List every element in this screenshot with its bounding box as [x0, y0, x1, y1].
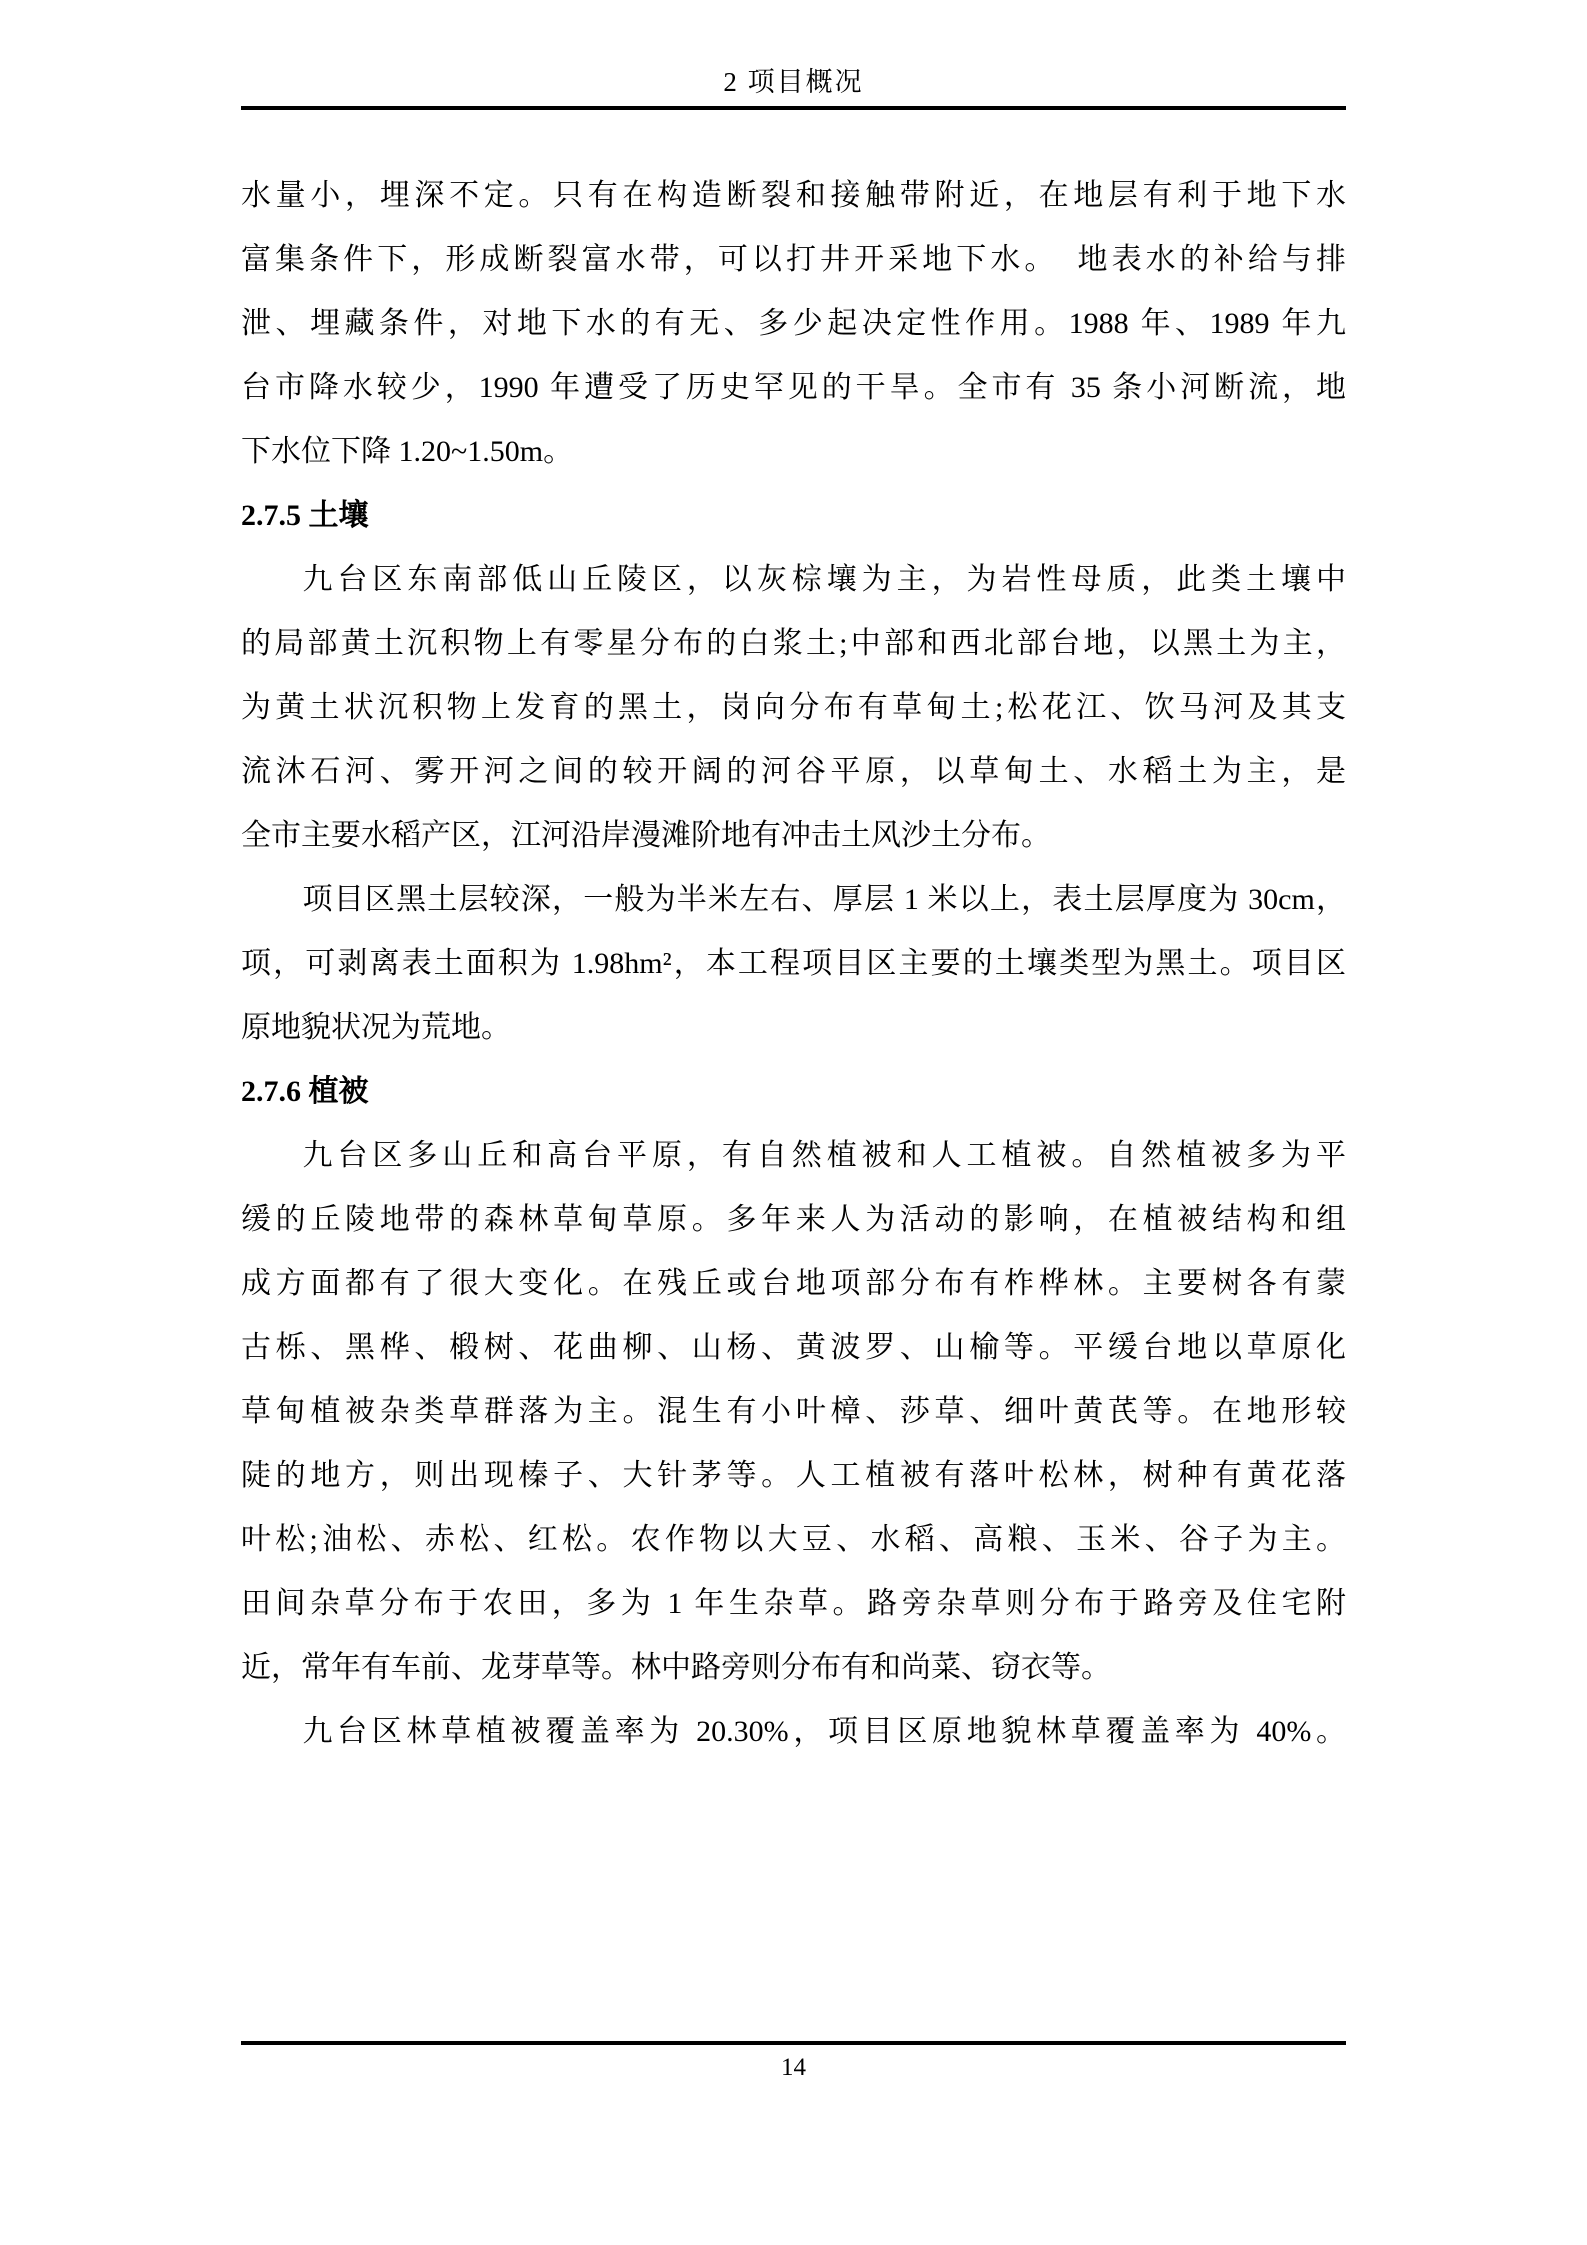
paragraph-project-soil [241, 868, 1346, 1060]
page-number: 14 [781, 2054, 806, 2081]
text-line: 泄、埋藏条件，对地下水的有无、多少起决定性作用。1988 年、1989 年九 [241, 307, 1346, 340]
paragraph-coverage [241, 1700, 1346, 1764]
text-line: 全市主要水稻产区，江河沿岸漫滩阶地有冲击土风沙土分布。 [241, 819, 1051, 852]
text-line: 下水位下降 1.20~1.50m。 [241, 435, 574, 468]
text-line: 近，常年有车前、龙芽草等。林中路旁则分布有和尚菜、窃衣等。 [241, 1651, 1111, 1684]
section-heading-vegetation: 2.7.6 植被 [241, 1075, 369, 1108]
text-line: 台市降水较少，1990 年遭受了历史罕见的干旱。全市有 35 条小河断流，地 [241, 371, 1346, 404]
page-content [241, 0, 1346, 1764]
text-line: 九台区林草植被覆盖率为 20.30%，项目区原地貌林草覆盖率为 40%。 [302, 1715, 1346, 1748]
text-line: 原地貌状况为荒地。 [241, 1011, 511, 1044]
text-line: 项目区黑土层较深，一般为半米左右、厚层 1 米以上，表土层厚度为 30cm， [302, 883, 1346, 916]
footer-rule [241, 2041, 1346, 2045]
page-body [241, 164, 1346, 1764]
page-footer [241, 2041, 1346, 2083]
text-line: 陡的地方，则出现榛子、大针茅等。人工植被有落叶松林，树种有黄花落 [241, 1459, 1346, 1492]
paragraph-vegetation-overview [241, 1124, 1346, 1700]
text-line: 叶松;油松、赤松、红松。农作物以大豆、水稻、高粮、玉米、谷子为主。 [241, 1523, 1346, 1556]
text-line: 流沐石河、雾开河之间的较开阔的河谷平原，以草甸土、水稻土为主，是 [241, 755, 1346, 788]
text-line: 古栎、黑桦、椴树、花曲柳、山杨、黄波罗、山榆等。平缓台地以草原化 [241, 1331, 1346, 1364]
text-line: 九台区东南部低山丘陵区，以灰棕壤为主，为岩性母质，此类土壤中 [302, 563, 1346, 596]
text-line: 成方面都有了很大变化。在残丘或台地项部分布有柞桦林。主要树各有蒙 [241, 1267, 1346, 1300]
page-header-title: 2 项目概况 [723, 67, 864, 97]
text-line: 的局部黄土沉积物上有零星分布的白浆土;中部和西北部台地，以黑土为主， [241, 627, 1346, 660]
paragraph-soil-overview [241, 548, 1346, 868]
text-line: 田间杂草分布于农田，多为 1 年生杂草。路旁杂草则分布于路旁及住宅附 [241, 1587, 1346, 1620]
text-line: 缓的丘陵地带的森林草甸草原。多年来人为活动的影响，在植被结构和组 [241, 1203, 1346, 1236]
text-line: 九台区多山丘和高台平原，有自然植被和人工植被。自然植被多为平 [302, 1139, 1346, 1172]
text-line: 水量小，埋深不定。只有在构造断裂和接触带附近，在地层有利于地下水 [241, 179, 1346, 212]
text-line: 富集条件下，形成断裂富水带，可以打井开采地下水。 地表水的补给与排 [241, 243, 1346, 276]
text-line: 草甸植被杂类草群落为主。混生有小叶樟、莎草、细叶黄芪等。在地形较 [241, 1395, 1346, 1428]
text-line: 为黄土状沉积物上发育的黑土，岗向分布有草甸土;松花江、饮马河及其支 [241, 691, 1346, 724]
text-line: 项，可剥离表土面积为 1.98hm²，本工程项目区主要的土壤类型为黑土。项目区 [241, 947, 1346, 980]
section-heading-soil: 2.7.5 土壤 [241, 499, 369, 532]
paragraph-intro [241, 164, 1346, 484]
header-rule [241, 106, 1346, 110]
